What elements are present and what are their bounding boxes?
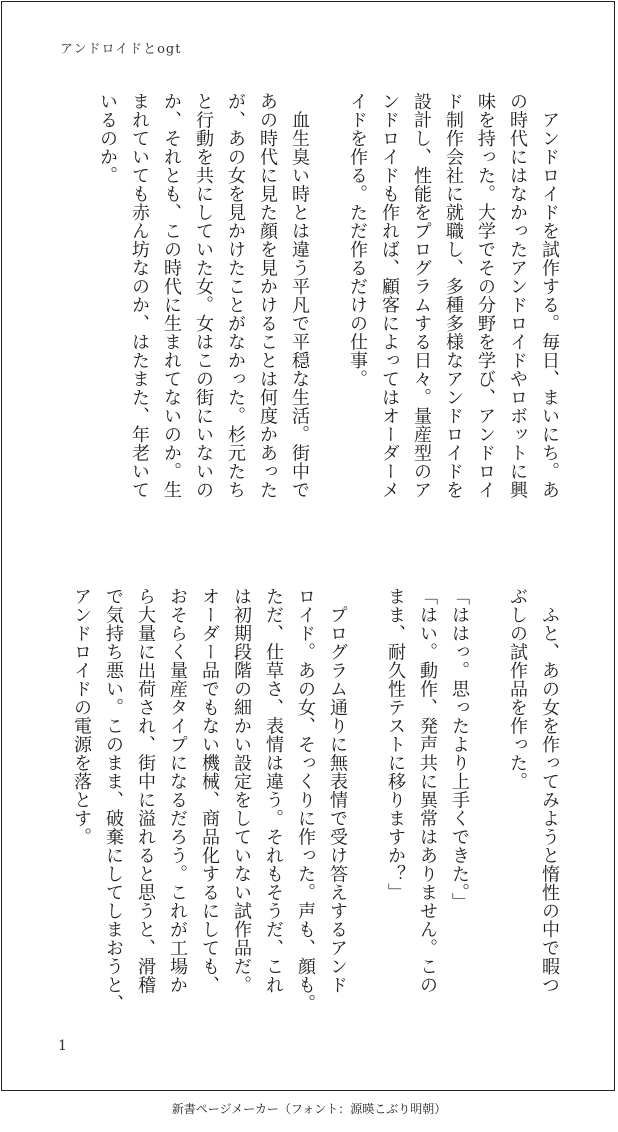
paragraph-gap	[315, 92, 341, 532]
page-number: 1	[58, 1038, 67, 1054]
paragraph: 血生臭い時とは違う平凡で平穏な生活。街中で あの時代に見た顔を見かけることは何度かあった が、あの女を見かけたことがなかった。杉元たち と行動を共にしていた女。女はこの街にいないの か、それとも、この時代に生まれてないのか。生 まれていても赤ん坊なのか、はたまた、年老いて いるのか。	[97, 92, 310, 499]
footer-credit: 新書ページメーカー（フォント：源暎こぶり明朝）	[171, 1102, 447, 1116]
paragraph: アンドロイドを試作する。毎日、まいにち。あ の時代にはなかったアンドロイドやロボットに興 味を持った。大学でその分野を学び、アンドロイ ド制作会社に就職し、多種多様なアンドロイドを 設計し、性能をプログラムする日々。量産型のア ンドロイドも作れば、顧客によってはオーダーメ イドを作る。ただ作るだけの仕事。	[347, 92, 560, 499]
paragraph-gap	[353, 587, 379, 1027]
lower-text-block	[54, 587, 565, 1027]
page-frame	[1, 1, 615, 1091]
dialogue: 「ははっ。思ったより上手くできた。」 「はい。動作、発声共に異常はありません。この まま、耐久性テストに移りますか？」	[385, 587, 470, 994]
running-header-title: アンドロイドとogt	[60, 42, 182, 57]
paragraph: プログラム通りに無表情で受け答えするアンド ロイド。あの女、そっくりに作った。声も、顔も。 ただ、仕草さ、表情は違う。それもそうだ、これ は初期段階の細かい設定をしていない試作品だ。 オーダー品でもない機械、商品化するにしても、 おそらく量産タイプになるだろう。これが工場か ら大量に出荷され、街中に溢れると思うと、滑稽 で気持ち悪い。このまま、破棄にしてしまおうと、 アンドロイドの電源を落とす。	[71, 587, 348, 1013]
upper-text-block	[87, 92, 565, 532]
paragraph-gap	[475, 587, 501, 1027]
paragraph: ふと、あの女を作ってみようと惰性の中で暇つ ぶしの試作品を作った。	[507, 587, 560, 994]
